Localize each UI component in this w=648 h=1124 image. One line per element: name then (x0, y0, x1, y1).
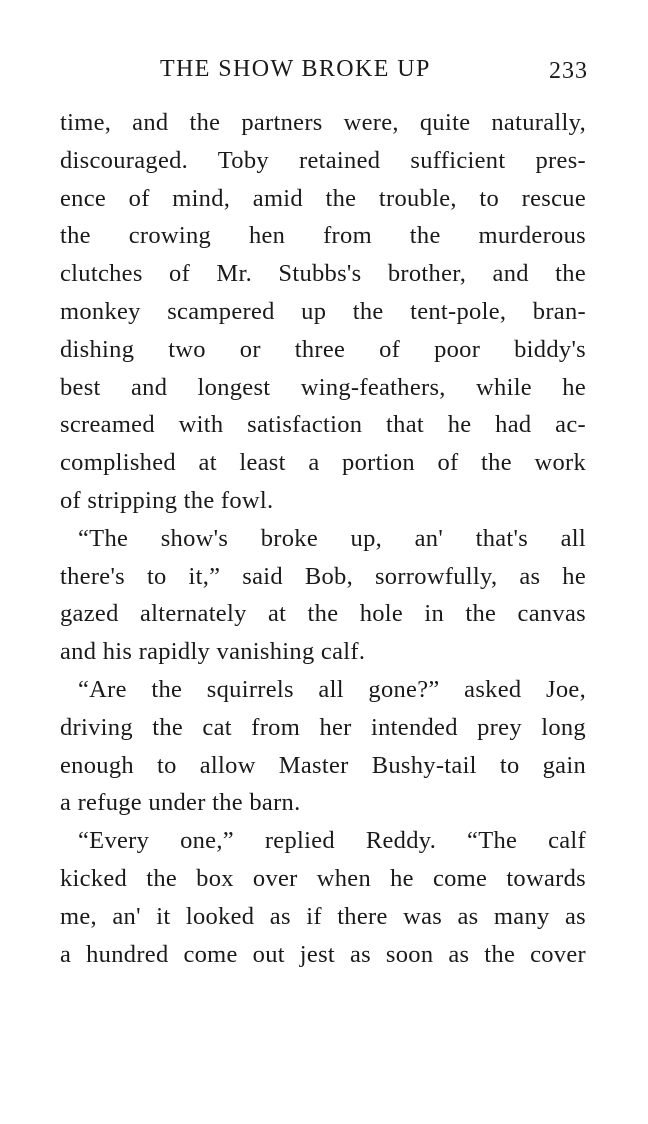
text-line: of stripping the fowl. (60, 486, 274, 514)
text-line: kicked the box over when he come towards (60, 864, 586, 892)
page-number: 233 (549, 58, 588, 84)
text-line: a refuge under the barn. (60, 789, 301, 817)
text-line: and his rapidly vanishing calf. (60, 638, 366, 666)
body-text (60, 104, 586, 973)
text-line: discouraged. Toby retained sufficient pres- (60, 146, 586, 174)
text-line: ence of mind, amid the trouble, to rescue (60, 184, 586, 212)
text-line: “Every one,” replied Reddy. “The calf (78, 827, 586, 855)
text-line: best and longest wing-feathers, while he (60, 373, 586, 401)
running-head (60, 56, 588, 90)
text-line: driving the cat from her intended prey long (60, 713, 586, 741)
text-line: monkey scampered up the tent-pole, bran- (60, 297, 586, 325)
text-line: enough to allow Master Bushy-tail to gain (60, 751, 586, 779)
text-line: gazed alternately at the hole in the canvas (60, 600, 586, 628)
text-line: screamed with satisfaction that he had ac- (60, 411, 586, 439)
text-line: complished at least a portion of the work (60, 449, 586, 477)
text-line: me, an' it looked as if there was as many as (60, 902, 586, 930)
running-title: THE SHOW BROKE UP (160, 56, 431, 82)
text-line: “Are the squirrels all gone?” asked Joe, (78, 675, 586, 703)
text-line: dishing two or three of poor biddy's (60, 335, 586, 363)
text-line: a hundred come out jest as soon as the cover (60, 940, 586, 968)
text-line: the crowing hen from the murderous (60, 222, 586, 250)
text-line: time, and the partners were, quite naturally, (60, 109, 586, 136)
text-line: clutches of Mr. Stubbs's brother, and the (60, 260, 586, 288)
text-line: “The show's broke up, an' that's all (78, 524, 586, 552)
text-line: there's to it,” said Bob, sorrowfully, as he (60, 562, 586, 590)
